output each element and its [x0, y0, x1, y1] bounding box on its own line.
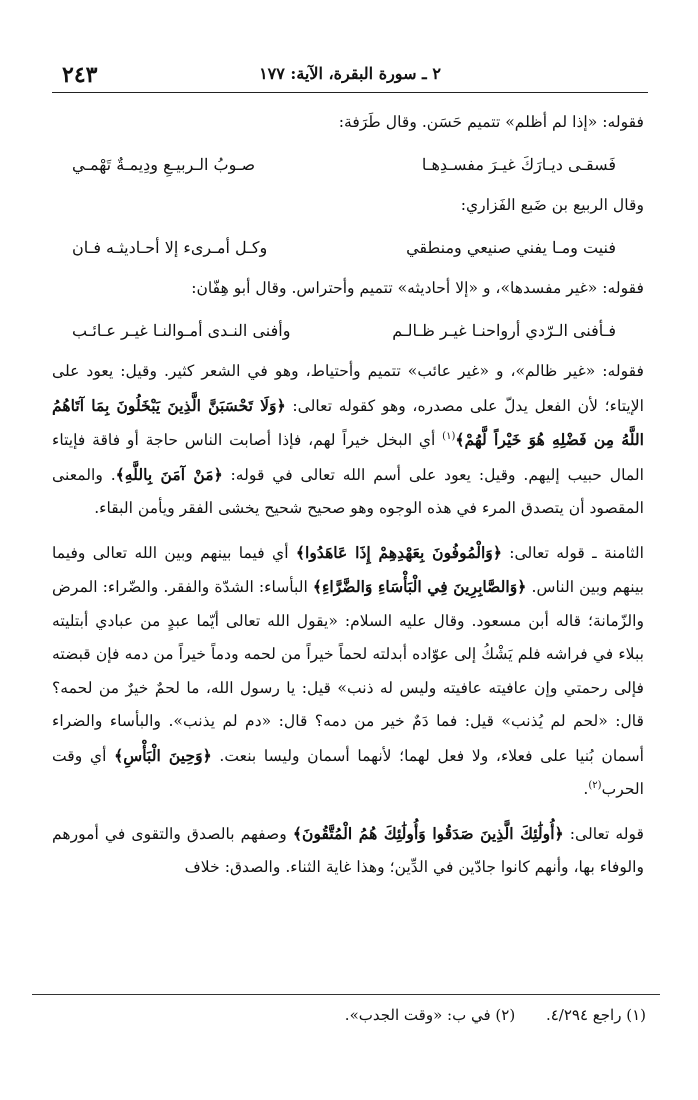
verse-1-second-hemistich: صـوبُ الـربيـعِ ودِيمـةٌ تَهْمـي [72, 154, 256, 174]
page-body [52, 106, 644, 885]
paragraph-hiffan-intro: فقوله: «غير مفسدها»، و «إلا أحاديثه» تتميم وأحتراس. وقال أبو هِفّان: [191, 279, 644, 297]
text-run: أي وقت الحرب [52, 746, 644, 798]
text-run: فقوله: «غير ظالم»، و «غير عائب» تتميم وأحتياط، وهو في الشعر كثير. وقيل: يعود على الإيتاء؛ لأن الفعل يدلّ على مصدره، وهو كقوله تعالى: [52, 362, 644, 415]
paragraph-rabi-intro: وقال الربيع بن ضَبع الفَزاري: [460, 196, 644, 214]
paragraph-those-are-truthful [52, 817, 644, 885]
quran-quote: ﴿مَنْ آمَنَ بِاللَّهِ﴾ [115, 464, 223, 484]
text-run: . [583, 780, 589, 798]
footnotes [345, 1006, 646, 1024]
quran-quote: ﴿وَلَا تَحْسَبَنَّ الَّذِينَ يَبْخَلُونَ بِمَا آتَاهُمُ اللَّهُ مِن فَضْلِهِ هُوَ خَيْراً لَّهُمْ﴾ [52, 395, 644, 449]
paragraph-gap [52, 526, 644, 536]
text-run: أي البخل خيراً لهم، فإذا أصابت الناس حاجة أو فاقة فإيتاء المال حبيب إليهم. وقيل: يعود على أسم الله تعالى في قوله: [52, 431, 644, 484]
paragraph-eighth-point [52, 536, 644, 807]
page-header [52, 58, 648, 93]
verse-1-first-hemistich: فَسقـى ديـارَكَ غيـرَ مفسـدِهـا [421, 154, 616, 174]
quran-quote: ﴿وَحِينَ الْبَأْسِ﴾ [114, 745, 212, 765]
text-run: البأساء: الشدّة والفقر. والضّراء: المرض والزّمانة؛ قاله أبن مسعود. وقال عليه السلام: «يقول الله تعالى أيّما عبدٍ من عبادي أبتليته ببلاء في فراشه فلم يَشْكُ إلى عوّاده أبدلته لحماً خيراً من لحمه ودماً خيراً من دمه فإن قبضته فإلى رحمتي وإن عافيته عافيته وليس له ذنب» قيل: يا رسول الله، ما لحمٌ خيرٌ من لحمه؟ قال: «لحم لم يُذنب» قيل: فما دَمٌ خير من دمه؟ قال: «دم لم يذنب». والبأساء والضراء أسمان بُنيا على فعلاء، ولا فعل لهما؛ لأنهما أسمان وليسا بنعت. [52, 578, 645, 765]
paragraph-tarafa-intro: فقوله: «إذا لم أظلم» تتميم حَسَن. وقال طَرَفة: [338, 113, 644, 131]
quran-quote: ﴿وَالصَّابِرِينَ فِي الْبَأْسَاءِ وَالضَّرَّاءِ﴾ [312, 577, 527, 596]
footnote-marker-2[interactable]: (٢) [588, 779, 602, 791]
footnote-2: (٢) في ب: «وقت الجدب». [344, 1006, 516, 1024]
text-run: . والمعنى المقصود أن يتصدق المرء في هذه الوجوه وهو صحيح شحيح يخشى الفقر ويأمن البقاء. [52, 465, 644, 517]
footnote-divider [32, 994, 660, 995]
poem-verse-3 [72, 314, 616, 348]
paragraph-commentary [52, 355, 644, 526]
footnote-marker-1[interactable]: (١) [442, 430, 456, 442]
text-run: الثامنة ـ قوله تعالى: [501, 543, 645, 562]
page-number: ٢٤٣ [62, 62, 98, 88]
poem-verse-1 [72, 148, 616, 182]
quran-quote: ﴿وَالْمُوفُونَ بِعَهْدِهِمْ إِذَا عَاهَدُوا﴾ [295, 542, 502, 562]
text-run: وصفهم بالصدق والتقوى في أمورهم والوفاء بها، وأنهم كانوا جادّين في الدِّين؛ وهذا غاية الثناء. والصدق: خلاف [52, 824, 644, 876]
footnote-1: (١) راجع ٤/٢٩٤. [545, 1006, 646, 1024]
text-run: أي فيما بينهم وبين الله تعالى وفيما بينهم وبين الناس. [52, 543, 644, 596]
text-run: قوله تعالى: [563, 824, 645, 843]
verse-2-first-hemistich: فنيت ومـا يفني صنيعي ومنطقي [406, 237, 616, 257]
verse-2-second-hemistich: وكـل أمـرىء إلا أحـاديثـه فـان [72, 237, 268, 257]
running-title: ٢ ـ سورة البقرة، الآية: ١٧٧ [259, 64, 441, 83]
verse-3-first-hemistich: فـأفنى الـرّدي أرواحنـا غيـر ظـالـم [392, 320, 616, 340]
poem-verse-2 [72, 231, 616, 265]
quran-quote: ﴿أُولَٰئِكَ الَّذِينَ صَدَقُوا وَأُولَٰئِكَ هُمُ الْمُتَّقُونَ﴾ [292, 823, 564, 843]
verse-3-second-hemistich: وأفنى النـدى أمـوالنـا غيـر عـائـب [72, 320, 291, 340]
paragraph-gap [52, 807, 644, 817]
